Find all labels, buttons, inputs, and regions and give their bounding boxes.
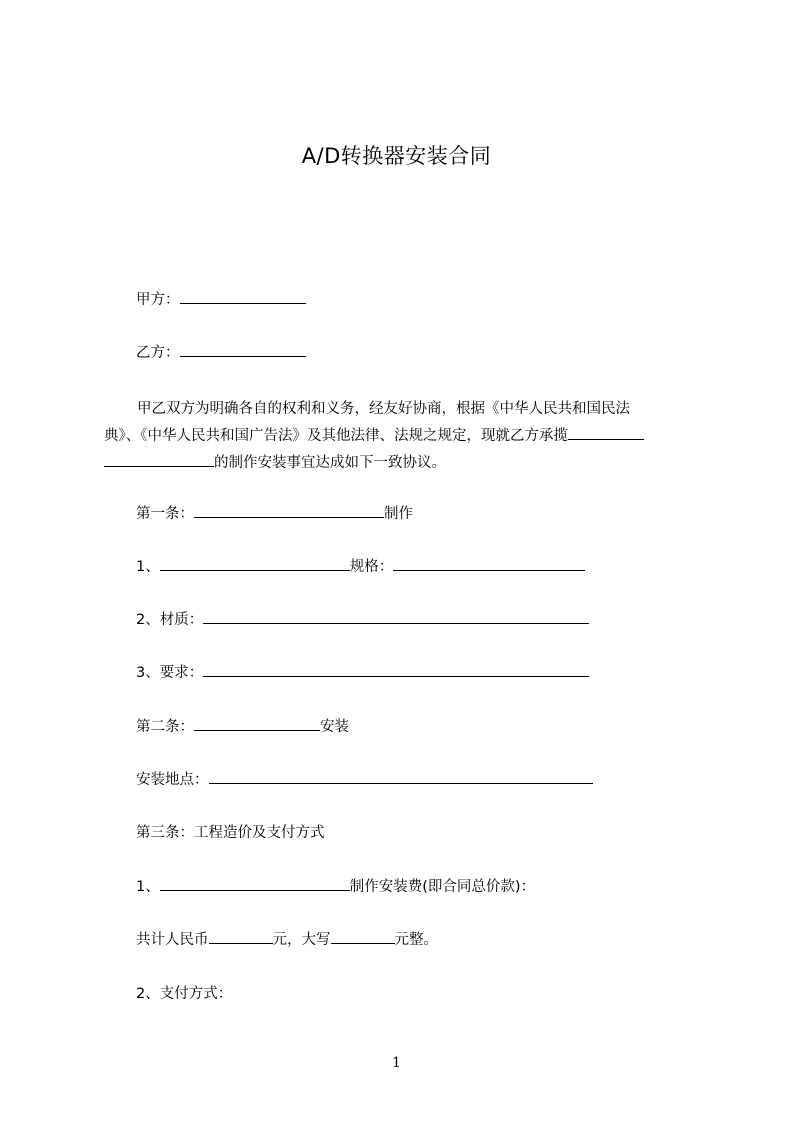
article-1-line <box>136 504 413 524</box>
item-2-label: 2、材质： <box>136 612 204 628</box>
payment-method-label: 2、支付方式： <box>136 986 233 1002</box>
fee-item-line <box>136 877 535 897</box>
requirements-blank[interactable] <box>203 663 589 677</box>
page-number: 1 <box>392 1055 401 1071</box>
intro-line-2: 典》、《中华人民共和国广告法》及其他法律、法规之规定，现就乙方承揽 <box>104 428 568 444</box>
article-2-blank[interactable] <box>194 717 320 731</box>
total-mid: 元，大写 <box>272 932 331 948</box>
item-1-spec-label: 规格： <box>349 559 394 575</box>
party-b-line <box>136 343 306 363</box>
intro-paragraph <box>104 396 698 477</box>
party-a-blank[interactable] <box>180 290 306 304</box>
install-location-label: 安装地点： <box>136 772 209 788</box>
party-b-label: 乙方： <box>136 345 180 361</box>
intro-line-3: 的制作安装事宜达成如下一致协议。 <box>214 455 446 471</box>
amount-words-blank[interactable] <box>331 930 395 944</box>
contractor-blank-1[interactable] <box>568 426 644 440</box>
document-title: A/D转换器安装合同 <box>301 144 492 168</box>
fee-item-suffix: 制作安装费(即合同总价款)： <box>349 879 536 895</box>
contractor-blank-2[interactable] <box>104 453 214 467</box>
article-1-blank[interactable] <box>194 504 384 518</box>
amount-numeric-blank[interactable] <box>209 930 273 944</box>
item-1-label: 1、 <box>136 559 160 575</box>
item-1-spec-blank[interactable] <box>393 557 585 571</box>
article-3-heading: 第三条：工程造价及支付方式 <box>136 825 325 841</box>
article-2-label: 第二条： <box>136 719 194 735</box>
item-1-blank[interactable] <box>160 557 350 571</box>
intro-line-1: 甲乙双方为明确各自的权利和义务，经友好协商，根据《中华人民共和国民法 <box>137 401 630 417</box>
party-a-line <box>136 290 306 310</box>
article-1-suffix: 制作 <box>384 506 413 522</box>
party-a-label: 甲方： <box>136 292 180 308</box>
fee-item-blank[interactable] <box>160 877 350 891</box>
total-suffix: 元整。 <box>394 932 438 948</box>
article-2-suffix: 安装 <box>320 719 349 735</box>
article-2-line <box>136 717 349 737</box>
item-2-line <box>136 610 589 630</box>
install-location-blank[interactable] <box>209 770 593 784</box>
install-location-line <box>136 770 593 790</box>
item-3-label: 3、要求： <box>136 665 204 681</box>
total-prefix: 共计人民币 <box>136 932 209 948</box>
item-1-line <box>136 557 585 577</box>
party-b-blank[interactable] <box>180 343 306 357</box>
item-3-line <box>136 663 589 683</box>
material-blank[interactable] <box>203 610 589 624</box>
article-1-label: 第一条： <box>136 506 194 522</box>
fee-item-label: 1、 <box>136 879 160 895</box>
total-amount-line <box>136 930 438 950</box>
